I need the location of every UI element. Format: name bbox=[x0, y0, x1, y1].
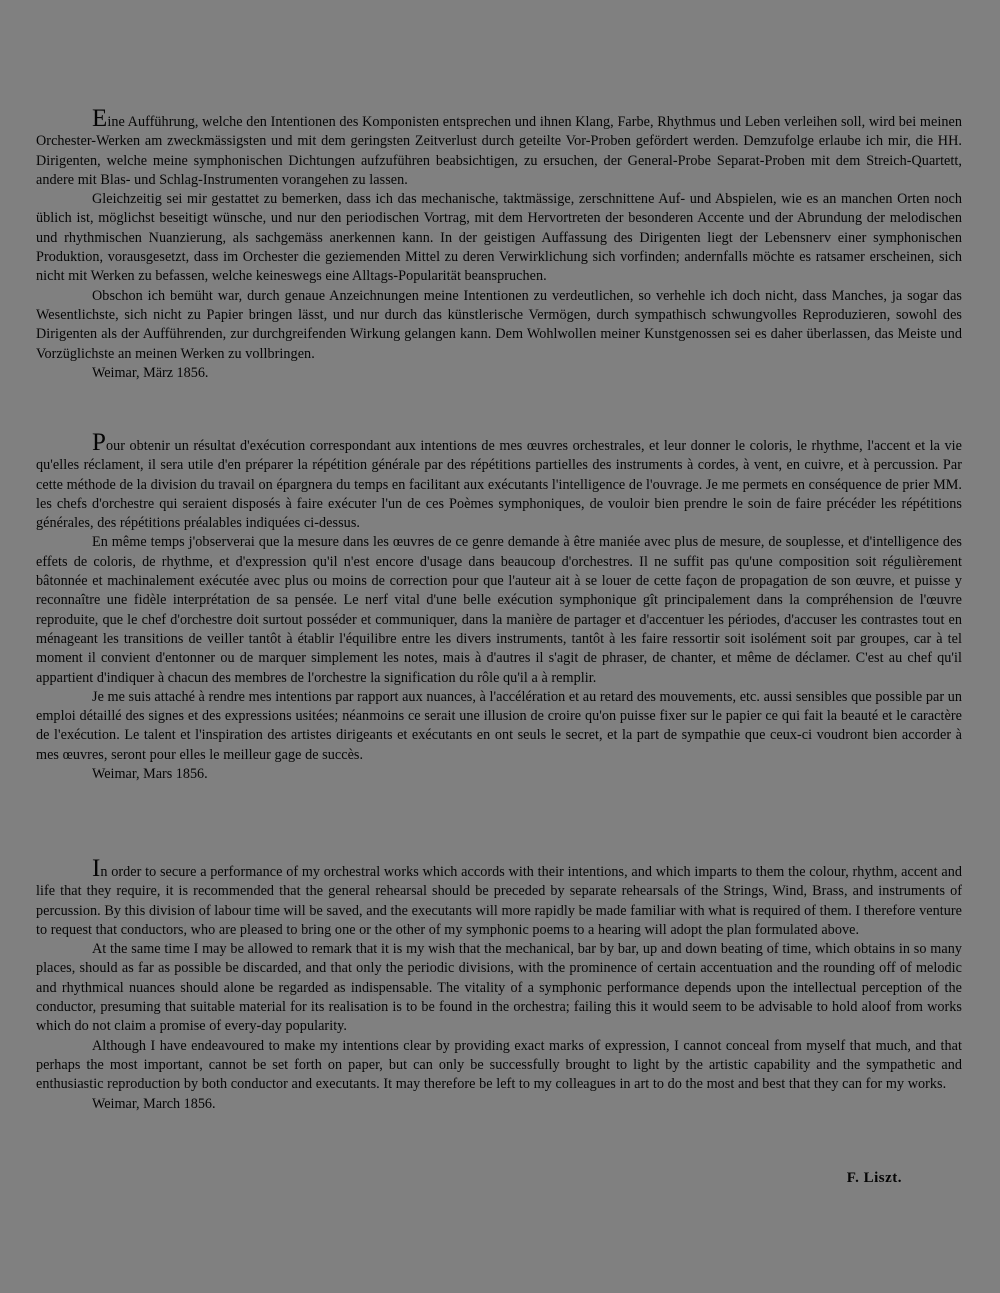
german-date: Weimar, März 1856. bbox=[92, 364, 209, 381]
english-date: Weimar, March 1856. bbox=[92, 1095, 216, 1112]
french-section bbox=[36, 429, 962, 784]
english-paragraph-2: At the same time I may be allowed to remark that it is my wish that the mechanical, bar by bar, up and down beating of time, which obtains in so many places, should as far as possible be discarded, and that only the periodic divisions, with the prominence of certain accentuation and the rounding off of melodic and rhythmical nuances should alone be regarded as indispensable. The vitality of a symphonic performance depends upon the intellectual perception of the conductor, presuming that suitable material for its realisation is to be found in the orchestra; failing this it would seem to be advisable to hold aloof from works which do not claim a promise of every-day popularity. bbox=[36, 941, 962, 1035]
french-paragraph-3: Je me suis attaché à rendre mes intentions par rapport aux nuances, à l'accélération et au retard des mouvements, etc. aussi sensibles que possible par un emploi détaillé des signes et des expressions usitées; néanmoins ce serait une illusion de croire qu'on puisse fixer sur le papier ce qui fait la beauté et le caractère de l'exécution. Le talent et l'inspiration des artistes dirigeants et exécutants en ont seuls le secret, et la part de sympathie que ceux-ci voudront bien accorder à mes œuvres, seront pour elles le meilleur gage de succès. bbox=[36, 688, 962, 763]
english-paragraph-1: In order to secure a performance of my orchestral works which accords with their intentions, and which imparts to them the colour, rhythm, accent and life that they require, it is recommended that the general rehearsal should be preceded by separate rehearsals of the Strings, Wind, Brass, and instruments of percussion. By this division of labour time will be saved, and the executants will more rapidly be made familiar with what is required of them. I therefore venture to request that conductors, who are pleased to bring one or the other of my symphonic poems to a hearing will adopt the plan formulated above. bbox=[36, 855, 962, 938]
english-initial: I bbox=[92, 855, 101, 882]
german-paragraph-3: Obschon ich bemüht war, durch genaue Anzeichnungen meine Intentionen zu verdeutlichen, so verhehle ich doch nicht, dass Manches, ja sogar das Wesentlichste, sich nicht zu Papier bringen lässt, und nur durch das künstlerische Vermögen, durch sympathisch schwungvolles Reproduzieren, sowohl des Dirigenten als der Aufführenden, zur durchgreifenden Wirkung gelangen kann. Dem Wohlwollen meiner Kunstgenossen sei es daher überlassen, das Meiste und Vorzüglichste an meinen Werken zu vollbringen. bbox=[36, 287, 962, 362]
english-section bbox=[36, 855, 962, 1114]
french-paragraph-1: Pour obtenir un résultat d'exécution correspondant aux intentions de mes œuvres orchestrales, et leur donner le coloris, le rhythme, l'accent et la vie qu'elles réclament, il sera utile d'en préparer la répétition générale par des répétitions partielles des instruments à cordes, à vent, en cuivre, et à percussion. Par cette méthode de la division du travail on épargnera du temps en facilitant aux exécutants l'intelligence de l'ouvrage. Je me permets en conséquence de prier MM. les chefs d'orchestre qui seraient disposés à faire exécuter l'un de ces Poèmes symphoniques, de vouloir bien prendre le soin de faire précéder les répétitions générales, des répétitions préalables indiquées ci-dessus. bbox=[36, 429, 962, 532]
german-section bbox=[36, 105, 962, 383]
german-initial: E bbox=[92, 105, 108, 132]
german-paragraph-1: Eine Aufführung, welche den Intentionen des Komponisten entsprechen und ihnen Klang, Farbe, Rhythmus und Leben verleihen soll, wird bei meinen Orchester-Werken am zweckmässigsten und mit dem geringsten Zeitverlust durch geteilte Vor-Proben gefördert werden. Demzufolge erlaube ich mir, die HH. Dirigenten, welche meine symphonischen Dichtungen aufzuführen beabsichtigen, zu ersuchen, der General-Probe Separat-Proben mit dem Streich-Quartett, andere mit Blas- und Schlag-Instrumenten vorangehen zu lassen. bbox=[36, 105, 962, 188]
french-initial: P bbox=[92, 429, 106, 456]
english-paragraph-3: Although I have endeavoured to make my intentions clear by providing exact marks of expression, I cannot conceal from myself that much, and that perhaps the most important, cannot be set forth on paper, but can only be successfully brought to light by the artistic capability and the sympathetic and enthusiastic reproduction by both conductor and executants. It may therefore be left to my colleagues in art to do the most and best that they can for my works. bbox=[36, 1037, 962, 1093]
french-paragraph-2: En même temps j'observerai que la mesure dans les œuvres de ce genre demande à être maniée avec plus de mesure, de souplesse, et d'intelligence des effets de coloris, de rhythme, et d'expression qu'il n'est encore d'usage dans beaucoup d'orchestres. Il ne suffit pas qu'une composition soit régulièrement bâtonnée et machinalement exécutée avec plus ou moins de correction pour que l'auteur ait à se louer de cette façon de propagation de son œuvre, et puisse y reconnaître une fidèle interprétation de sa pensée. Le nerf vital d'une belle exécution symphonique gît principalement dans la compréhension de l'œuvre reproduite, que le chef d'orchestre doit surtout posséder et communiquer, dans la manière de partager et d'accentuer les périodes, d'accuser les contrastes tout en ménageant les transitions de veiller tantôt à établir l'équilibre entre les divers instruments, tantôt à les faire ressortir soit isolément soit par groupes, car à tel moment il convient d'entonner ou de marquer simplement les notes, mais à d'autres il s'agit de phraser, de chanter, et même de déclamer. C'est au chef qu'il appartient d'indiquer à chacun des membres de l'orchestre la signification du rôle qu'il a à remplir. bbox=[36, 534, 962, 686]
german-paragraph-2: Gleichzeitig sei mir gestattet zu bemerken, dass ich das mechanische, taktmässige, zerschnittene Auf- und Abspielen, wie es an manchen Orten noch üblich ist, möglichst beseitigt wünsche, und nur den periodischen Vortrag, mit dem Hervortreten der besonderen Accente und der Abrundung der melodischen und rhythmischen Nuanzierung, als sachgemäss anerkennen kann. In der geistigen Auffassung des Dirigenten liegt der Lebensnerv einer symphonischen Produktion, vorausgesetzt, dass im Orchester die geziemenden Mittel zu deren Verwirklichung sich vorfinden; andernfalls möchte es ratsamer erscheinen, sich nicht mit Werken zu befassen, welche keineswegs eine Alltags-Popularität beanspruchen. bbox=[36, 191, 962, 285]
french-date: Weimar, Mars 1856. bbox=[92, 766, 208, 783]
signature: F. Liszt. bbox=[846, 1170, 902, 1186]
